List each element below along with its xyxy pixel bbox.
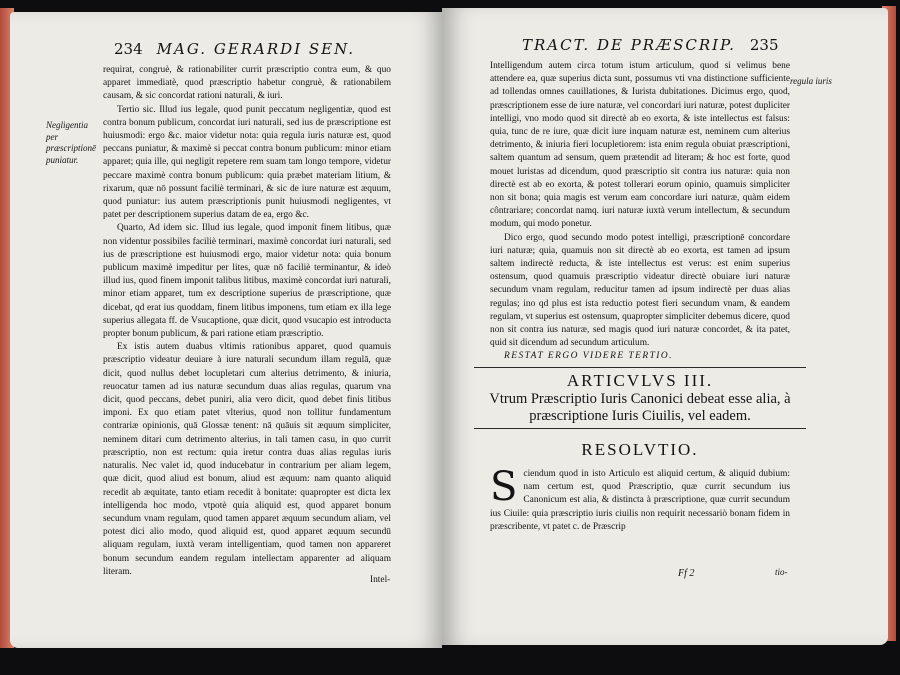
- left-paragraph: Ex istis autem duabus vltimis rationibus apparet, quod quamuis præscriptio videatur deuiare à iure naturali secundum illam regulā, quæ dicit, quod nullus debet locupletari cum alterius detrimento, & iniuria, reuocatur tamen ad ius naturæ secundum duas alias regulas, quarum vna dicit, quod peccans, debet puniri, alia vero dicit, quod debet finis litibus imponi. Ex quo etiam patet vlterius, quod non tollitur fundamentum contrariæ opinionis, quā Glossæ tenent: nā quāuis sit æquum simpliciter, neminem ditari cum detrimento alterius, in tali tamen casu, in quo currit præscriptio, non est rectum: quia iretur contra duas alias regulas iuris naturalis. Nec valet id, quod inducebatur in contrarium per aliam legem, quæ dicit, quod aliud est bonum, aliud est æquum: nam quanto aliquid recedit ab æquitate, tanto etiam recedit à bonitate: quapropter est dicta lex intelligenda hoc modo, vtpotè quia aliquid est, quod apparet bonum secundum vnam regulam, quod tamen apparet æquum secundum aliam, vel potest dici alio modo, quod aliquid est, quod apparet æquum secundū aliquam regulam, iuxtà veram intelligentiam, quod tamen non appareret bonum secundum eandem regulam intellectam apparenter ad aliquam literam.: [103, 342, 391, 577]
- left-paragraph: Quarto, Ad idem sic. Illud ius legale, quod imponit finem litibus, quæ non videntur possibiles faciliè terminari, maximè concordat iuri naturali, sed ius de præscriptione est huiusmodi ergo, maior videtur nota: quia bonum publicum maximè impeditur per lites, quæ nō faciliè terminantur, & ideò illud ius, quod finem imponit talibus litibus, maximè concordat iuri naturali, minor etiam apparet, tum ex descriptione superius de præscriptione, quæ dicebat, qd erat ius quoddam, finem litibus imponens, tum etiam ex illa lege superius allegata ff. de Vsucaptione, quæ dicit, quod vsucapio est introducta propter bonum publicum, & pari ratione etiam præscriptio.: [103, 223, 391, 340]
- section-divider: [474, 428, 806, 429]
- left-page-number: 234: [114, 40, 143, 58]
- left-text-block: [103, 64, 391, 579]
- right-running-title: TRACT. DE PRÆSCRIP.: [522, 36, 736, 54]
- resolution-paragraph: [490, 464, 790, 534]
- left-margin-note: Negligentia per præscriptionē puniatur.: [46, 120, 97, 165]
- left-running-head: [100, 40, 355, 58]
- signature-mark: Ff 2: [678, 568, 695, 579]
- right-paragraph: Dico ergo, quod secundo modo potest intelligi, præscriptionē concordare iuri naturæ; quia, quamuis non sit directè ab eo exorta, est tamen ad ipsum saltem indirectè reducta, & iste intellectus est verus: est enim superius ostensum, quod quamuis præscriptio videatur directè obuiare iuri naturæ secundum vnam regulam, reducitur tamen ad ipsum indirectè per duas alias regulas; ino qd plus est ista reductio potest fieri secundum vnam, & eandem regulam, vt superius est ostensum, quapropter simpliciter debemus dicere, quod non sit contra ius naturæ, sed magis quod iuri naturæ concordet, & ita patet, quid sit dicendum ad secundum articulum.: [490, 232, 790, 349]
- article-question: Vtrum Præscriptio Iuris Canonici debeat esse alia, à præscriptione Iuris Ciuilis, vel eadem.: [489, 390, 791, 424]
- right-page-number: 235: [749, 36, 779, 54]
- right-page: [442, 8, 888, 645]
- section-divider: [474, 367, 806, 368]
- right-text-block: [490, 60, 790, 534]
- left-page: [10, 12, 442, 648]
- drop-cap: S: [490, 464, 518, 511]
- right-paragraph: Intelligendum autem circa totum istum articulum, quod si velimus bene attendere ea, quæ superius dicta sunt, possumus vti vna distinctione sufficiente ad tollendas omnes cauillationes, & Iurista dubitationes. Dicimus ergo, quod, præscriptionem esse de iure naturæ, vel concordari iuri naturæ, potest dupliciter intelligi, vno modo quod sit directè ab eo exorta, & iste intellectus est falsus: quia, tunc de re iure, quæ dicit iure inquam naturæ est, neminem cum alterius detrimento, & iniuria fieri locupletiorem: ista enim regula obuiat præscriptioni, saltem quantum ad sensum, quem prætendit ad literam; & hoc est forte, quod mouet luristas ad dicendum, quod præscriptio sit contra ius naturæ: quia non directè est ab eo exorta, & potest tollerari eorum opinio, quamuis simpliciter non sit bona; quia magis est verum eam concordare iuri naturæ, quàm eidem côntrariare; concordat namq. iuri naturæ iuxtà verum intellectum, & secundum modum, qui modo ponetur.: [490, 61, 790, 230]
- resolution-text: ciendum quod in isto Articulo est aliquid certum, & aliquid dubium: nam certum est, quod Præscriptio, quæ currit secundum ius Canonicum est alia, & distincta à præscriptione, quæ currit secundum ius Ciuile: quia præscriptio iuris ciuilis non requirit necessariò bonam fidem in præscribente, vt patet c. de Præscrip: [490, 469, 790, 532]
- left-running-title: MAG. GERARDI SEN.: [156, 40, 356, 58]
- rest-line: RESTAT ERGO VIDERE TERTIO.: [504, 351, 674, 362]
- right-running-head: [522, 36, 793, 54]
- resolution-heading: RESOLVTIO.: [581, 439, 699, 459]
- article-title: ARTICVLVS III.: [566, 370, 714, 390]
- footer-catchword: tio-: [775, 567, 788, 577]
- right-margin-note: regula iuris: [790, 76, 832, 86]
- left-paragraph: requirat, congruè, & rationabiliter currit præscriptio contra eum, & quo apparet immediatè, quod præscriptio habetur congruè, & rationabilem causam, & sic concordat rationi naturali, & iuri.: [103, 65, 391, 102]
- left-paragraph: Tertio sic. Illud ius legale, quod punit peccatum negligentiæ, quod est contra bonum publicum, concordat iuri naturali, sed ius de præscriptione est huiusmodi: ergo &c. maior videtur nota: quia regula iuris naturæ est, quod peccans puniatur, & maximè si peccat contra bonum publicum: minor etiam apparet; quia ille, qui negligit repetere rem suam tam longo tempore, videtur peccare maximè contra bonum publicum: quia præbet materiam litium, & rixarum, quæ nō possunt faciliè terminari, & sic de iure naturæ est æquum, quod puniatur: ius autem præscriptionis punit huiusmodi negligentes, vt patet per descriptionem superius datam de ea, ergo &c.: [103, 104, 391, 221]
- left-catchword: Intel-: [370, 575, 391, 585]
